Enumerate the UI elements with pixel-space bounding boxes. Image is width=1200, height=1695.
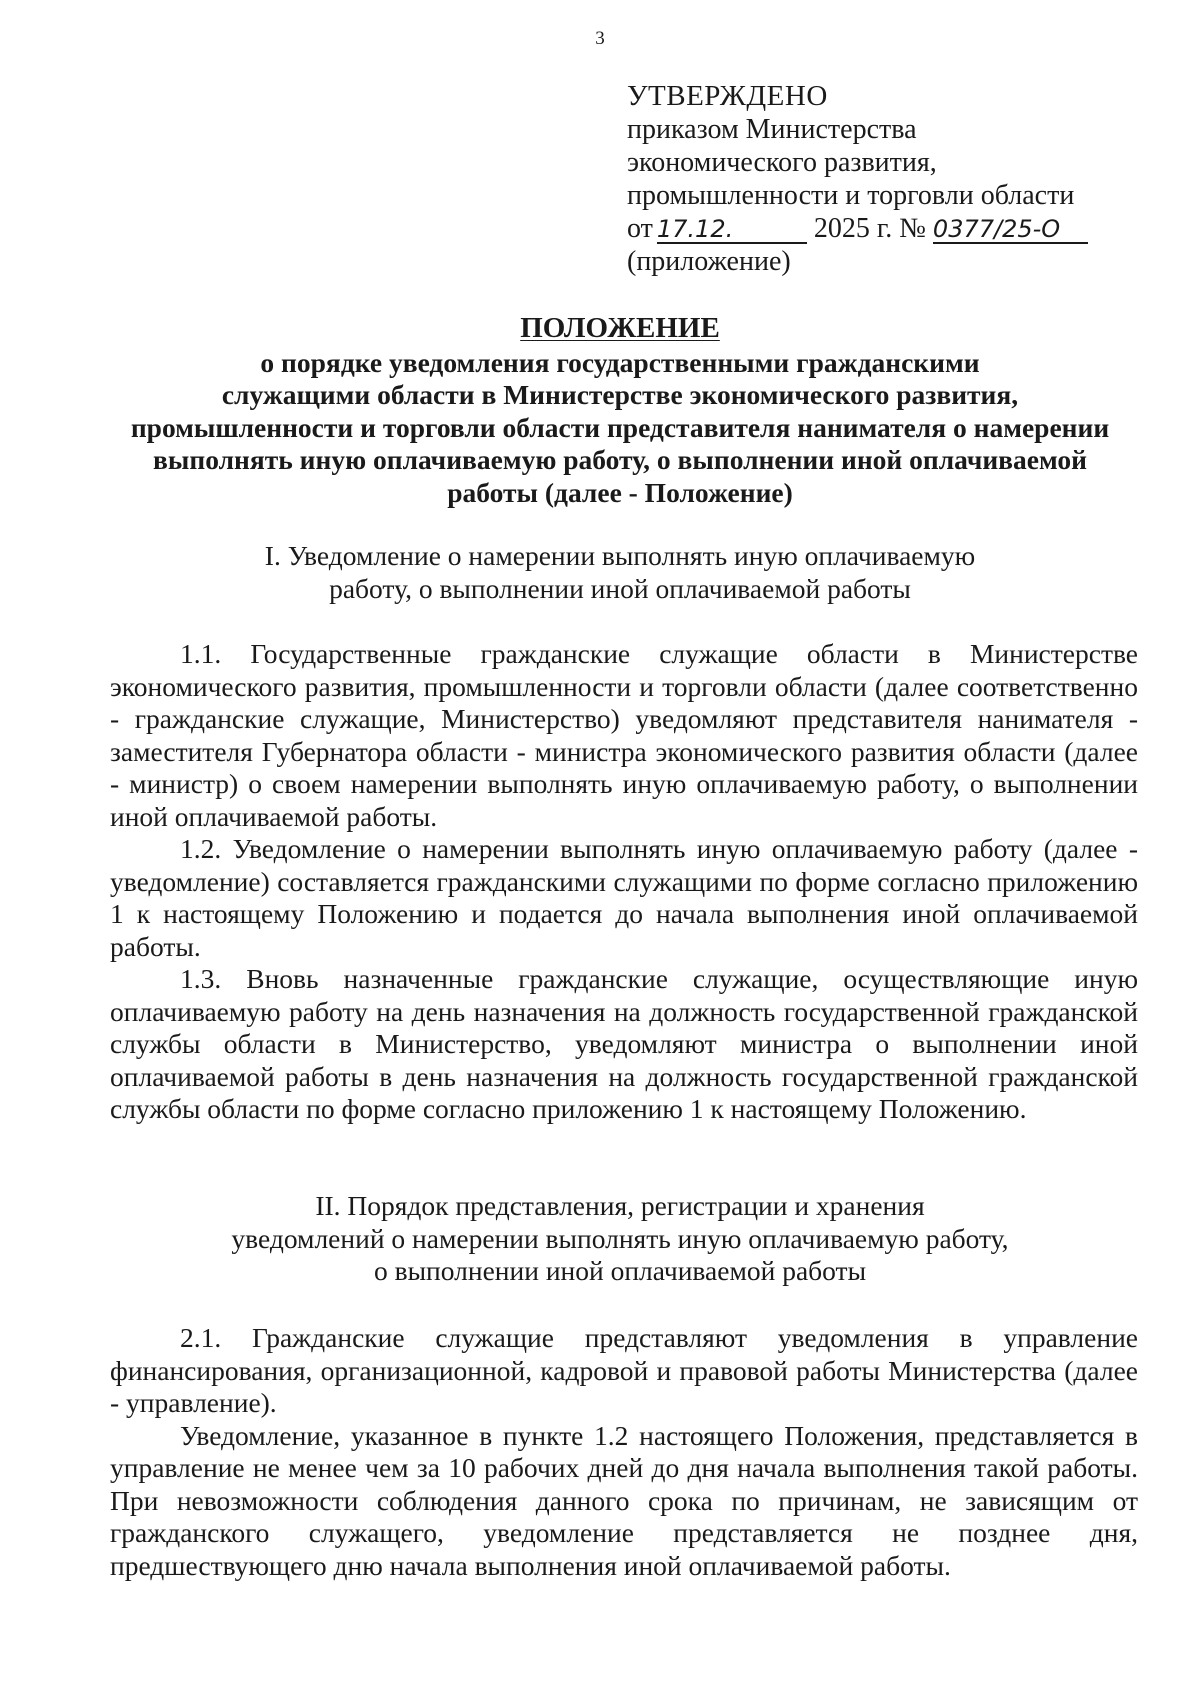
title-line: служащими области в Министерстве экономического развития, [221,379,1019,410]
approval-line-3: промышленности и торговли области [627,180,1075,211]
section-heading-line: работу, о выполнении иной оплачиваемой работы [329,572,911,604]
title-line: о порядке уведомления государственными гражданскими [260,346,980,378]
document-title [100,312,1140,509]
handwritten-order-number: 0377/25-О [933,216,1088,244]
approval-stamp: УТВЕРЖДЕНО [627,80,828,112]
title-line: выполнять иную оплачиваемую работу, о выполнении иной оплачиваемой [153,444,1087,475]
approval-line-1: приказом Министерства [627,114,917,145]
title-line: промышленности и торговли области представителя нанимателя о намерении [130,411,1110,443]
paragraph-2-1: 2.1. Гражданские служащие представляют уведомления в управление финансирования, организационной, кадровой и правовой работы Министерства (далее - управление). [110,1322,1138,1418]
section-heading-line: I. Уведомление о намерении выполнять иную оплачиваемую [264,540,976,571]
section-heading-line: II. Порядок представления, регистрации и хранения [315,1190,925,1221]
section-heading-line: о выполнении иной оплачиваемой работы [373,1255,867,1286]
paragraph-2-1-continued: Уведомление, указанное в пункте 1.2 настоящего Положения, представляется в управление не менее чем за 10 рабочих дней до дня начала выполнения такой работы. При невозможности соблюдения данного срока по причинам, не зависящим от гражданского служащего, уведомление представляется не позднее дня, предшествующего дню начала выполнения иной оплачиваемой работы. [110,1419,1138,1581]
page-number: 3 [595,28,605,49]
paragraph-1-1: 1.1. Государственные гражданские служащие области в Министерстве экономического развития, промышленности и торговли области (далее соответственно - гражданские служащие, Министерство) уведомляют представителя нанимателя - заместителя Губернатора области - министра экономического развития области (далее - министр) о своем намерении выполнять иную оплачиваемую работу, о выполнении иной оплачиваемой работы. [110,638,1138,832]
order-year: 2025 г. № [813,213,926,244]
paragraph-1-3: 1.3. Вновь назначенные гражданские служащие, осуществляющие иную оплачиваемую работу на день назначения на должность государственной гражданской службы области в Министерство, уведомляют министра о выполнении иной оплачиваемой работы в день назначения на должность государственной гражданской службы области по форме согласно приложению 1 к настоящему Положению. [110,963,1138,1124]
approval-block [627,80,1147,278]
section-2-body [110,1322,1138,1582]
section-2-heading [100,1190,1140,1288]
approval-line-2: экономического развития, [627,147,937,178]
section-heading-line: уведомлений о намерении выполнять иную оплачиваемую работу, [231,1222,1009,1254]
approval-line-5: (приложение) [627,246,791,277]
approval-date-line [627,212,1147,245]
section-1-body [110,638,1138,1126]
handwritten-date: 17.12. [657,216,807,244]
paragraph-1-2: 1.2. Уведомление о намерении выполнять иную оплачиваемую работу (далее - уведомление) составляется гражданскими служащими по форме согласно приложению 1 к настоящему Положению и подается до начала выполнения иной оплачиваемой работы. [110,833,1138,962]
date-prefix: от [627,213,653,244]
title-main: ПОЛОЖЕНИЕ [520,312,720,344]
title-line: работы (далее - Положение) [447,476,793,508]
section-1-heading [100,540,1140,605]
